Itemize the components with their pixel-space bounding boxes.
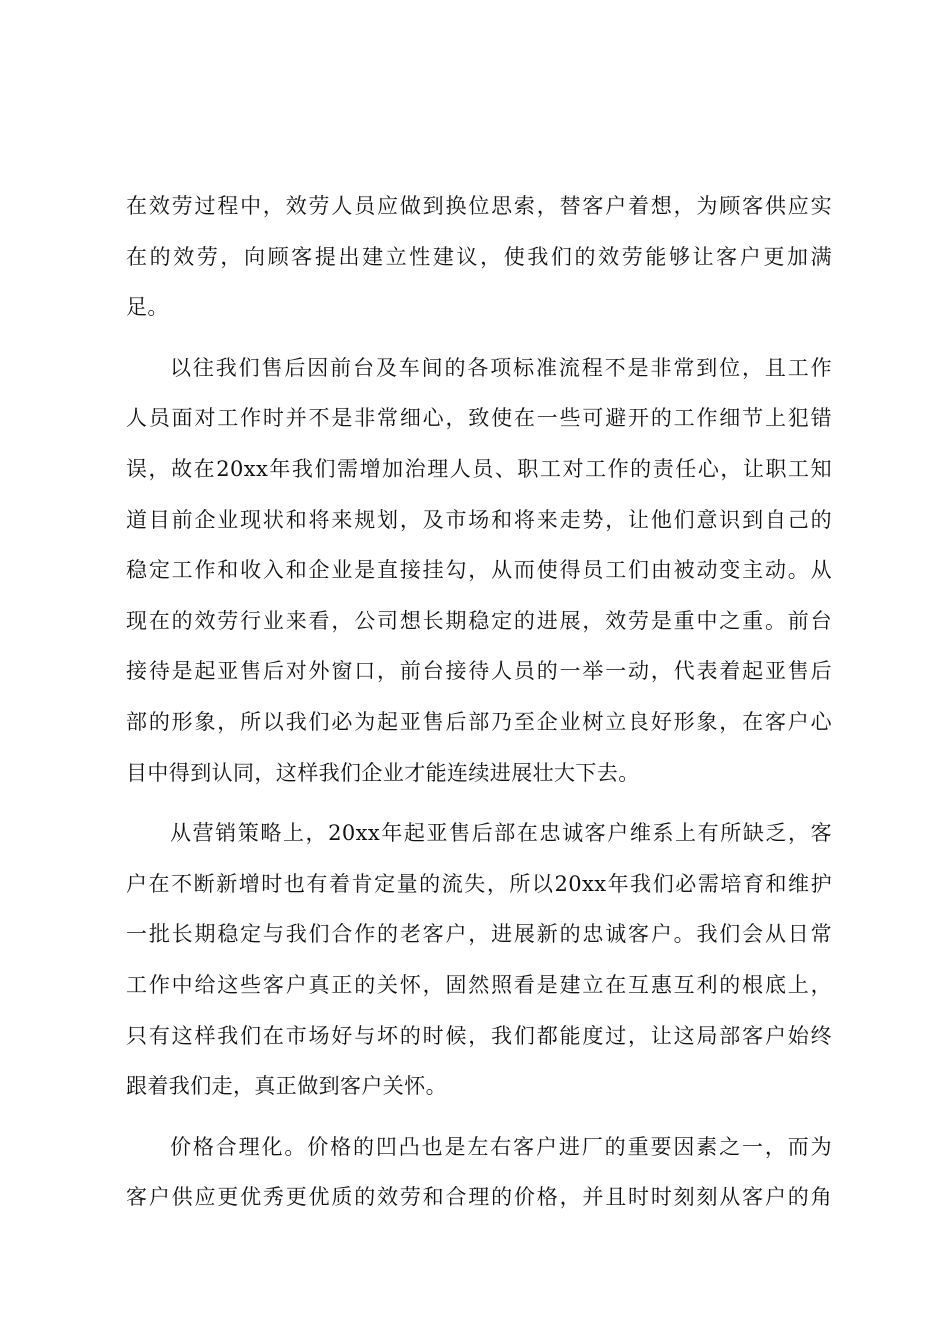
text-line: 只有这样我们在市场好与坏的时候，我们都能度过，让这局部客户始终 xyxy=(126,1023,832,1048)
text-line: 户在不断新增时也有着肯定量的流失，所以20xx年我们必需培育和维护 xyxy=(126,871,832,896)
text-line: 接待是起亚售后对外窗口，前台接待人员的一举一动，代表着起亚售后 xyxy=(126,659,832,684)
paragraph-gap xyxy=(126,333,832,343)
text-line: 跟着我们走，真正做到客户关怀。 xyxy=(126,1074,447,1099)
text-line: 部的形象，所以我们必为起亚售后部乃至企业树立良好形象，在客户心 xyxy=(126,709,832,734)
paragraph-1 xyxy=(126,181,832,333)
text-line: 从营销策略上，20xx年起亚售后部在忠诚客户维系上有所缺乏，客 xyxy=(170,821,832,846)
text-line: 目中得到认同，这样我们企业才能连续进展壮大下去。 xyxy=(126,760,640,785)
text-line: 工作中给这些客户真正的关怀，固然照看是建立在互惠互利的根底上， xyxy=(126,972,832,997)
text-line: 稳定工作和收入和企业是直接挂勾，从而使得员工们由被动变主动。从 xyxy=(126,558,832,583)
paragraph-gap xyxy=(126,1112,832,1122)
text-line: 价格合理化。价格的凹凸也是左右客户进厂的重要因素之一，而为 xyxy=(170,1134,832,1159)
text-line: 人员面对工作时并不是非常细心，致使在一些可避开的工作细节上犯错 xyxy=(126,406,832,431)
text-line: 在的效劳，向顾客提出建立性建议，使我们的效劳能够让客户更加满 xyxy=(126,244,832,269)
document-body xyxy=(126,181,832,1223)
text-line: 道目前企业现状和将来规划，及市场和将来走势，让他们意识到自己的 xyxy=(126,507,832,532)
paragraph-3 xyxy=(126,808,832,1112)
paragraph-gap xyxy=(126,798,832,808)
text-line: 现在的效劳行业来看，公司想长期稳定的进展，效劳是重中之重。前台 xyxy=(126,608,832,633)
text-line: 一批长期稳定与我们合作的老客户，进展新的忠诚客户。我们会从日常 xyxy=(126,922,832,947)
text-line: 客户供应更优秀更优质的效劳和合理的价格，并且时时刻刻从客户的角 xyxy=(126,1185,832,1210)
text-line: 在效劳过程中，效劳人员应做到换位思索，替客户着想，为顾客供应实 xyxy=(126,194,832,218)
paragraph-2 xyxy=(126,343,832,798)
text-line: 足。 xyxy=(126,295,169,320)
paragraph-4 xyxy=(126,1122,832,1223)
text-line: 误，故在20xx年我们需增加治理人员、职工对工作的责任心，让职工知 xyxy=(126,456,832,481)
text-line: 以往我们售后因前台及车间的各项标准流程不是非常到位，且工作 xyxy=(170,355,832,380)
